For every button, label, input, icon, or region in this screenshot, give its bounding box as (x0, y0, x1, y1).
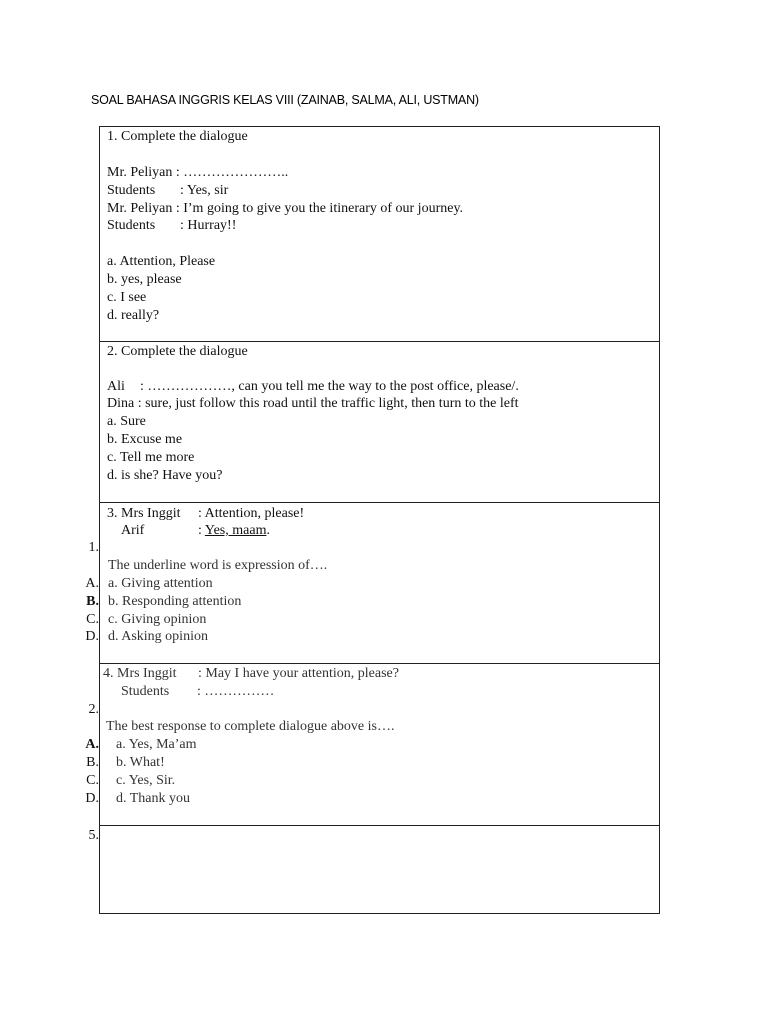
utterance: : ………………….. (175, 165, 289, 180)
speaker: Students (107, 183, 156, 198)
question-4-cell (100, 664, 659, 826)
dialogue-line (107, 200, 463, 218)
dialogue-line (121, 683, 274, 701)
speaker: Students (107, 218, 156, 233)
margin-letter-a-answer: A. (85, 737, 99, 752)
dialogue-line (107, 395, 519, 413)
utterance: : Attention, please! (198, 506, 305, 521)
option-d: d. Thank you (116, 791, 191, 806)
utterance: : ………………, can you tell me the way to the post office, please/. (140, 379, 519, 394)
utterance: : Hurray!! (180, 218, 237, 233)
option-a: a. Yes, Ma’am (116, 737, 197, 752)
option-b: b. Responding attention (108, 594, 242, 609)
question-4-prompt: The best response to complete dialogue above is…. (106, 719, 395, 734)
speaker: Students (121, 684, 170, 699)
speaker: Ali (107, 379, 125, 394)
utterance-prefix: : (198, 523, 205, 538)
speaker: Dina (107, 396, 135, 411)
dialogue-line (103, 665, 399, 683)
option-c: c. Yes, Sir. (116, 773, 176, 788)
option-c: c. Tell me more (107, 450, 195, 465)
question-3-prompt: The underline word is expression of…. (108, 558, 328, 573)
option-b: b. yes, please (107, 272, 182, 287)
margin-number-2: 2. (88, 702, 99, 717)
margin-letter-d: D. (85, 791, 99, 806)
utterance: : sure, just follow this road until the traffic light, then turn to the left (137, 396, 519, 411)
option-a: a. Attention, Please (107, 254, 216, 269)
dialogue-line (121, 522, 270, 540)
margin-number-5: 5. (88, 828, 99, 843)
utterance: : I’m going to give you the itinerary of our journey. (175, 201, 464, 216)
question-5-cell (100, 826, 659, 913)
margin-letter-a: A. (85, 576, 99, 591)
dialogue-line (107, 164, 288, 182)
option-d: d. is she? Have you? (107, 468, 223, 483)
speaker: Arif (121, 523, 145, 538)
question-3-cell (100, 503, 659, 664)
dialogue-line (107, 378, 519, 396)
margin-letter-c: C. (86, 773, 99, 788)
margin-letter-b-answer: B. (86, 594, 99, 609)
speaker: 4. Mrs Inggit (103, 666, 177, 681)
dialogue-line (107, 182, 228, 200)
question-2-cell (100, 342, 659, 503)
document-title: SOAL BAHASA INGGRIS KELAS VIII (ZAINAB, SALMA, ALI, USTMAN) (91, 93, 479, 107)
question-2-title: 2. Complete the dialogue (107, 344, 248, 359)
margin-number-1: 1. (88, 540, 99, 555)
option-b: b. What! (116, 755, 165, 770)
utterance: : May I have your attention, please? (198, 666, 399, 681)
speaker: 3. Mrs Inggit (107, 506, 181, 521)
dialogue-line (107, 217, 236, 235)
option-d: d. really? (107, 308, 160, 323)
speaker: Mr. Peliyan (107, 165, 173, 180)
utterance: : …………… (197, 684, 275, 699)
option-b: b. Excuse me (107, 432, 183, 447)
option-a: a. Sure (107, 414, 146, 429)
margin-letter-c: C. (86, 612, 99, 627)
question-1-title: 1. Complete the dialogue (107, 129, 248, 144)
speaker: Mr. Peliyan (107, 201, 173, 216)
option-c: c. I see (107, 290, 147, 305)
utterance: : Yes, sir (180, 183, 229, 198)
question-1-cell (100, 127, 659, 342)
margin-letter-d: D. (85, 629, 99, 644)
option-a: a. Giving attention (108, 576, 213, 591)
option-c: c. Giving opinion (108, 612, 207, 627)
questions-table (99, 126, 660, 914)
margin-letter-b: B. (86, 755, 99, 770)
dialogue-line (107, 505, 304, 523)
option-d: d. Asking opinion (108, 629, 208, 644)
underlined-expression: Yes, maam (204, 523, 267, 538)
utterance-suffix: . (266, 523, 270, 538)
